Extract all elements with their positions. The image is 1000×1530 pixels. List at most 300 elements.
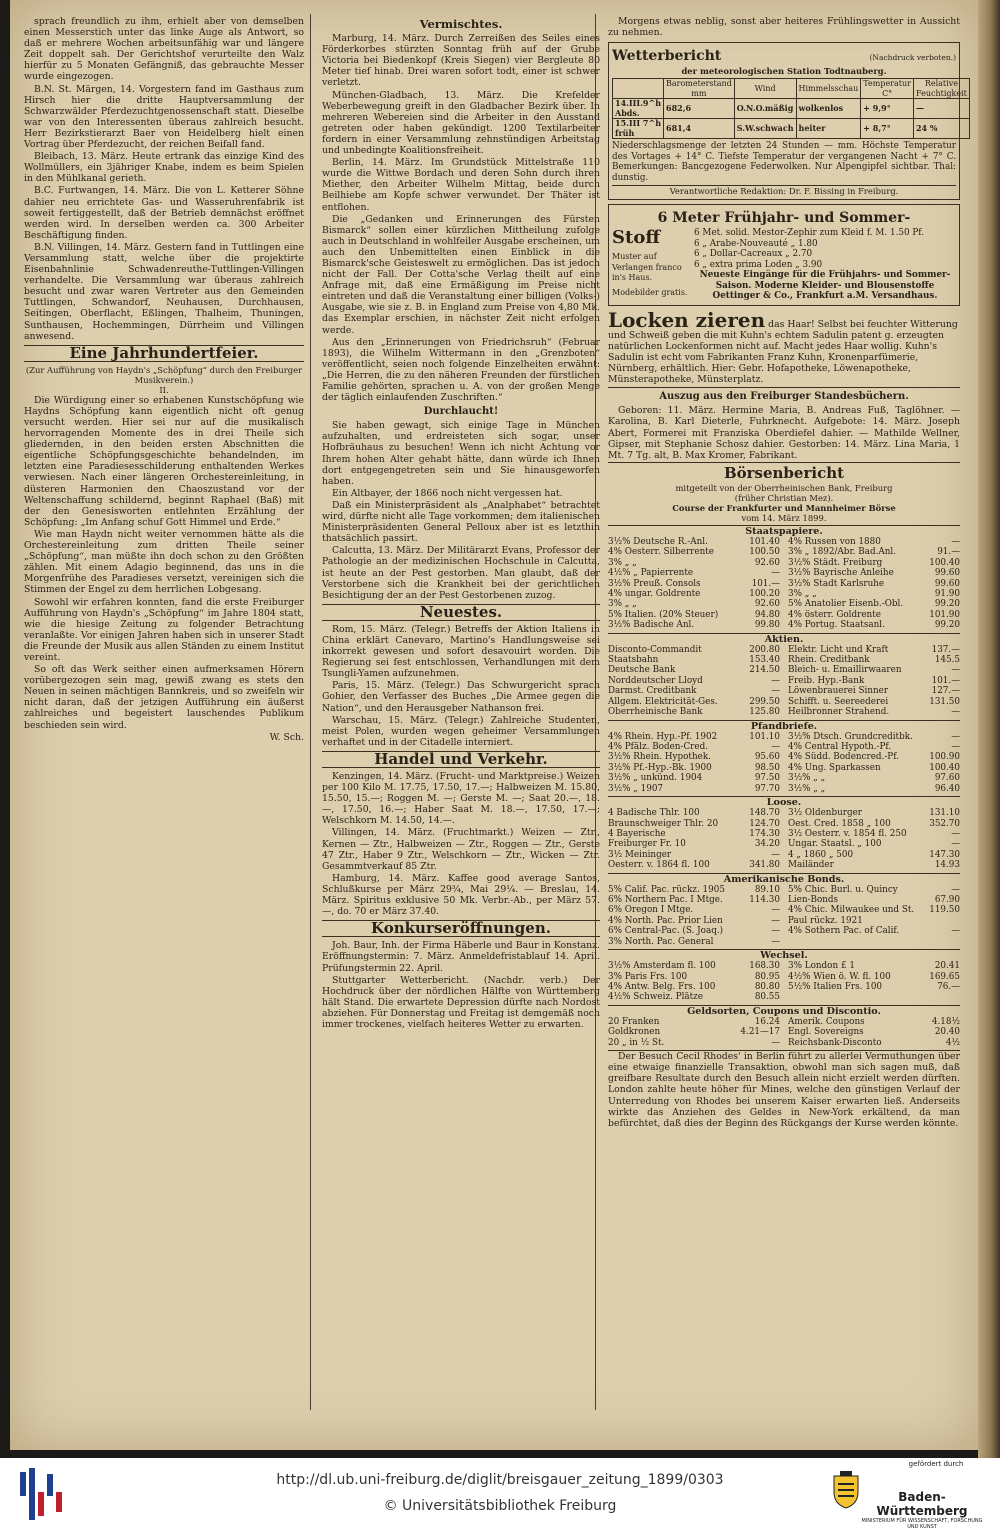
table-row xyxy=(608,839,780,849)
section-heading: Konkurseröffnungen. xyxy=(322,920,600,937)
table-row xyxy=(608,558,780,568)
security-price: 99.60 xyxy=(934,578,960,589)
weather-text: Niederschlagsmenge der letzten 24 Stunden — mm. Höchste Temperatur des Vortages + 14° C. Tiefste Temperatur der vergangenen Nacht + 7° C. Bemerkungen: Bancgezogene Federwolken. Nur Alpengipfel sichtbar. Thal: dunstig. xyxy=(612,141,956,183)
article-text: Marburg, 14. März. Durch Zerreißen des Seiles eines Förderkorbes stürzten Sonntag früh auf der Grube Victoria bei Biedenkopf (Kreis Siegen) vier Bergleute 80 Meter tief hinab. Drei waren sofort todt, einer ist schwer verletzt. xyxy=(322,33,600,89)
table-row xyxy=(608,916,780,926)
ad-foot: Modebilder gratis. xyxy=(612,287,688,297)
table-row xyxy=(608,992,780,1002)
table-section: Pfandbriefe. xyxy=(608,720,960,732)
security-name: 4% österr. Goldrente xyxy=(788,609,881,620)
table-row xyxy=(608,589,780,599)
funder-name: Baden-Württemberg xyxy=(876,1490,968,1518)
security-name: 3% London £ 1 xyxy=(788,961,855,972)
security-price: 131.10 xyxy=(929,808,960,819)
security-price: 127.— xyxy=(931,686,960,697)
table-row xyxy=(788,558,960,568)
article-text: Rom, 15. März. (Telegr.) Betreffs der Aktion Italiens in China erklärt Canevaro, Martino's Handlungsweise sei inkorrekt gewesen und sofort desavouirt worden. Die Regierung sei fest entschlossen, Verhandlungen mit dem Tsungli-Yamen aufzunehmen. xyxy=(322,623,600,680)
ad-firm: Oettinger & Co., Frankfurt a.M. Versandhaus. xyxy=(712,291,938,302)
security-price: 214.50 xyxy=(749,665,780,676)
table-row xyxy=(788,961,960,971)
security-name: 3½% Dtsch. Grundcreditbk. xyxy=(788,731,913,742)
table-row xyxy=(608,829,780,839)
editor-line: Verantwortliche Redaktion: Dr. F. Bissing in Freiburg. xyxy=(612,185,956,196)
table-row xyxy=(608,895,780,905)
table-row xyxy=(788,1017,960,1027)
security-name: 5½% Italien Frs. 100 xyxy=(788,982,883,992)
security-price: — xyxy=(951,536,960,547)
advertisement-fabric xyxy=(608,204,960,306)
ad-mid: Neueste Eingänge für die Frühjahrs- und Sommer-Saison. Moderne Kleider- und Blousenstoffe xyxy=(699,270,951,291)
weather-cell: Barometerstand mm xyxy=(664,79,735,99)
security-price: 100.40 xyxy=(929,557,960,568)
security-price: 67.90 xyxy=(934,895,960,906)
security-price: 91.— xyxy=(937,547,960,558)
security-name: Lien-Bonds xyxy=(788,895,839,906)
security-name: 3½% Deutsche R.-Anl. xyxy=(608,536,708,547)
weather-header-row xyxy=(613,79,970,99)
viewer-footer xyxy=(0,1458,1000,1528)
stock-table xyxy=(608,961,960,1003)
weather-cell: Himmelsschau xyxy=(796,79,861,99)
table-row xyxy=(788,537,960,547)
security-price: 145.5 xyxy=(934,655,960,666)
article-text: Hamburg, 14. März. Kaffee good average Santos, Schlußkurse per März 29¾, Mai 29¼. — Breslau, 14. März. Spiritus exklusive 50 Mk. Verbr.-Ab., per März 57.—, do. 70 er März 37.40. xyxy=(322,872,600,918)
security-name: 4% ungar. Goldrente xyxy=(608,588,701,599)
article-text: Bleibach, 13. März. Heute ertrank das einzige Kind des Wollmüllers, ein 3jähriger Knabe, indem es beim Spielen in den Mühlkanal gerieth. xyxy=(24,151,304,185)
civil-registry-text: Geboren: 11. März. Hermine Maria, B. Andreas Fuß, Taglöhner. — Karolina, B. Karl Dieterle, Fuhrknecht. Aufgebote: 14. März. Joseph Abert, Formerei mit Franziska Oberdiefel dahier. — Mathilde Wellner, Gipser, mit Stephanie Schosz dahier. Gestorben: 14. März. Lina Maria, 1 Mt. 7 Tg. alt, B. Max Kromer, Fabrikant. xyxy=(608,405,960,461)
advertisement-curls xyxy=(608,307,960,389)
article-text: Paris, 15. März. (Telegr.) Das Schwurgericht sprach Gohier, den Verfasser des Buches „Die Armee gegen die Nation“, und den Herausgeber Nathanson frei. xyxy=(322,680,600,714)
article-text: Sie haben gewagt, sich einige Tage in München aufzuhalten, und erdreisteten sich sogar, unser Hofbräuhaus zu besuchen! Wenn ich nicht Achtung vor Ihrem hohen Alter gehabt hätte, dann würde ich Ihnen dort entgegengetreten sein und Sie hinausgeworfen haben. xyxy=(322,420,600,487)
security-name: 4% Portug. Staatsanl. xyxy=(788,620,885,631)
letter-salutation: Durchlaucht! xyxy=(423,406,499,418)
newspaper-page xyxy=(10,0,978,1450)
weather-cell xyxy=(613,79,664,99)
table-row xyxy=(608,537,780,547)
table-row xyxy=(608,961,780,971)
table-row xyxy=(608,732,780,742)
security-name: Ungar. Staatsl. „ 100 xyxy=(788,839,882,850)
article-text: München-Gladbach, 13. März. Die Krefelder Weberbewegung greift in den Gladbacher Bezirk über. In mehreren Webereien sind die Arbeiter in den Ausstand getreten oder haben gekündigt. 1200 Textilarbeiter fordern in einer Versammlung zehnstündigen Arbeitstag und unbedingte Koalitionsfreiheit. xyxy=(322,89,600,157)
article-text: Ein Altbayer, der 1866 noch nicht vergessen hat. xyxy=(332,487,563,499)
security-name: 4% Chic. Milwaukee und St. Paul rückz. 1921 xyxy=(788,905,915,926)
stock-table xyxy=(608,645,960,718)
table-row xyxy=(788,599,960,609)
security-price: — xyxy=(951,731,960,742)
table-row xyxy=(608,645,780,655)
security-name: 3½ Oesterr. v. 1854 fl. 250 xyxy=(788,828,907,839)
security-price: 96.40 xyxy=(934,783,960,794)
table-row xyxy=(788,620,960,630)
security-price: — xyxy=(771,926,780,937)
table-section: Geldsorten, Coupons und Discontio. xyxy=(608,1005,960,1017)
article-text: Stuttgarter Wetterbericht. (Nachdr. verb.) Der Hochdruck über der nördlichen Hälfte von Württemberg hält Stand. Die erwartete Depression dürfte nach Nordost abziehen. Für Donnerstag und Freitag ist demgemäß noch immer trockenes, vielfach heiteres Wetter zu erwarten. xyxy=(322,974,600,1030)
weather-cell: O.N.O.mäßig xyxy=(734,99,796,119)
article-text: sprach freundlich zu ihm, erhielt aber von demselben einen Messerstich unter das linke Auge als Antwort, so daß er mehrere Wochen arbeitsunfähig war und längere Zeit doppelt sah. Der Gerichtshof verurteilte den Walz hierfür zu 5 Monaten Gefängniß, das gebrauchte Messer wurde eingezogen. xyxy=(24,16,304,83)
table-row xyxy=(608,707,780,717)
security-price: — xyxy=(951,742,960,752)
security-price: — xyxy=(771,905,780,916)
security-name: 4% Antw. Belg. Frs. 100 xyxy=(608,982,716,992)
ad-muster: Muster auf Verlangen franco in's Haus. xyxy=(612,252,682,283)
weather-cell: 682,6 xyxy=(664,99,735,119)
table-row xyxy=(788,905,960,926)
security-name: Staatsbahn xyxy=(608,655,659,666)
security-name: Bleich- u. Emaillirwaaren xyxy=(788,665,902,676)
article-text: B.N. St. Märgen, 14. Vorgestern fand im Gasthaus zum Hirsch hier die dritte Hauptversammlung der Schwarzwälder Pferdezuchtgenossenschaft statt. Dieselbe war von den Interessenten überaus zahlreich besucht. Herr Bezirkstierarzt Baer von Heidelberg hielt einen Vortrag über Pferdezucht, der reichen Beifall fand. xyxy=(24,83,304,151)
security-price: 97.60 xyxy=(934,773,960,784)
ad-line: 6 „ Dollar-Cacreaux „ 2.70 xyxy=(694,249,813,260)
article-text: Die Würdigung einer so erhabenen Kunstschöpfung wie Haydns Schöpfung kann eigentlich nicht oft genug versucht werden. Hier sei nur auf die musikalisch hervorragenden Momente des in drei Theile sich gliedernden, in den beiden ersten Abschnitten die eigentliche Schöpfungsgeschichte behandelnden, im letzten eine Paradiesesschilderung enthaltenden Werkes verwiesen. Nach einer längeren Orchestereinleitung, in düsteren Harmonien den Chaoszustand vor der Weltenschaffung schildernd, beginnt Raphael (Baß) mit der den Genesisworten entlehnten Erzählung der Schöpfung: „Im Anfang schuf Gott Himmel und Erde.“ xyxy=(24,394,304,528)
security-name: Heilbronner Strahend. xyxy=(788,707,890,718)
stock-table xyxy=(608,808,960,870)
security-name: Schifft. u. Seereederei xyxy=(788,696,889,707)
security-name: 3% „ 1892/Abr. Bad.Anl. xyxy=(788,547,897,558)
signature: W. Sch. xyxy=(269,731,304,743)
article-text: Berlin, 14. März. Im Grundstück Mittelstraße 110 wurde die Wittwe Bordach und deren Sohn durch ihren Miether, den Arbeiter Wilhelm Mittag, beide durch Beilhiebe am Kopfe schwer verwundet. Der Thäter ist entflohen. xyxy=(322,157,600,213)
section-heading: Eine Jahrhundertfeier. xyxy=(24,345,304,362)
security-price: 89.10 xyxy=(754,884,780,895)
table-row xyxy=(788,829,960,839)
security-name: 6% Central-Pac. (S. Joaq.) xyxy=(608,926,724,937)
security-price: — xyxy=(771,568,780,579)
table-row xyxy=(788,808,960,818)
security-price: 131.50 xyxy=(929,696,960,707)
article-text: Die „Gedanken und Erinnerungen des Fürsten Bismarck“ sollen einer kürzlichen Mittheilung zufolge auch in Deutschland in wohlfeiler Ausgabe erscheinen, um auch den Unbemittelten einen Einblick in die Bismarck'sche Geisteswelt zu ermöglichen. Das ist jedoch nicht der Fall. Der Cotta'sche Verlag theilt auf eine Anfrage mit, daß eine Ermäßigung im Preise nicht eintreten und daß die Veranstaltung einer billigen (Volks-) Ausgabe, wie sie z. B. in England zum Preise von 4,80 Mk. das Exemplar erschien, in nächster Zeit nicht erfolgen werde. xyxy=(322,213,600,336)
security-name: 3½% Rhein. Hypothek. xyxy=(608,752,711,763)
weather-report xyxy=(608,42,967,200)
table-row xyxy=(608,763,780,773)
article-text: Calcutta, 13. März. Der Militärarzt Evans, Professor der Pathologie an der medizinischen Hochschule in Calcutta, ist heute an der Pest gestorben. Man glaubt, daß der Verstorbene sich die Krankheit bei der gerichtlichen Besichtigung der an der Pest Gestorbenen zuzog. xyxy=(322,545,600,601)
security-price: 114.30 xyxy=(749,895,780,906)
security-price: — xyxy=(771,686,780,697)
security-name: 3½ Meininger xyxy=(608,849,672,860)
ad-line: 6 Met. solid. Mestor-Zephir zum Kleid f. M. 1.50 Pf. xyxy=(694,228,925,239)
table-row xyxy=(608,742,780,752)
security-name: 4% Oesterr. Silberrente xyxy=(608,547,714,558)
copyright-notice: © Universitätsbibliothek Freiburg xyxy=(383,1498,617,1514)
table-row xyxy=(608,1017,780,1027)
table-row xyxy=(788,610,960,620)
security-price: 20.40 xyxy=(934,1027,960,1038)
stock-table xyxy=(608,1017,960,1048)
security-price: 4.18½ xyxy=(931,1016,960,1027)
security-name: 3½% Stadt Karlsruhe xyxy=(788,578,885,589)
security-name: 3½% Bayrische Anleihe xyxy=(788,568,894,579)
table-row xyxy=(608,819,780,829)
ad-curls-title: Locken zieren xyxy=(608,307,766,332)
funder-label: gefördert durch xyxy=(908,1460,964,1468)
table-row xyxy=(608,1027,780,1037)
security-name: 4 „ 1860 „ 500 xyxy=(788,849,854,860)
security-name: 3½% „ „ xyxy=(788,773,826,784)
table-row xyxy=(788,819,960,829)
ad-line: 6 „ extra prima Loden „ 3.90 xyxy=(694,259,823,270)
security-price: 101.90 xyxy=(929,609,960,620)
security-price: 101.— xyxy=(931,675,960,686)
article-text: Wie man Haydn nicht weiter vernommen hätte als die Orchestereinleitung zum dritten Theile seiner „Schöpfung“, man müßte ihn doch schon zu den Größten zählen. Mit einem Adagio beginnend, das uns in die Morgenfrühe des Paradieses versetzt, vereinigen sich die Stimmen der Engel zu dem herrlichen Lobgesang. xyxy=(24,528,304,596)
ad-line: 6 „ Arabe-Nouveauté „ 1.80 xyxy=(694,238,818,249)
exchange-sub: mitgeteilt von der Oberrheinischen Bank, Freiburg xyxy=(675,482,893,493)
security-name: Mailänder xyxy=(788,860,834,871)
table-row xyxy=(788,742,960,752)
column-1 xyxy=(24,16,304,1410)
security-name: 3½% Amsterdam fl. 100 xyxy=(608,961,716,972)
coat-of-arms-icon xyxy=(826,1470,866,1510)
security-name: 3% „ „ xyxy=(608,557,637,568)
section-heading: Neuestes. xyxy=(322,604,600,621)
ad-title: 6 Meter Frühjahr- und Sommer- xyxy=(657,210,911,227)
weather-cell: 14.III.9^h Abds. xyxy=(613,99,664,119)
security-name: 4% North. Pac. Prior Lien xyxy=(608,915,723,926)
security-name: 3½% Badische Anl. xyxy=(608,620,695,631)
security-name: Löwenbrauerei Sinner xyxy=(788,686,889,697)
weather-table xyxy=(612,78,970,139)
security-name: 3½% Pf.-Hyp.-Bk. 1900 xyxy=(608,762,712,773)
weather-cell: 681,4 xyxy=(664,119,735,139)
security-price: 91.90 xyxy=(934,588,960,599)
security-name: 3½% „ „ xyxy=(788,783,826,794)
table-row xyxy=(788,707,960,717)
weather-cell: 24 % xyxy=(913,119,969,139)
funder-subtitle: MINISTERIUM FÜR WISSENSCHAFT, FORSCHUNG UND KUNST xyxy=(861,1518,983,1530)
security-name: 3½% „ 1907 xyxy=(608,783,664,794)
security-price: 125.80 xyxy=(749,707,780,718)
table-row xyxy=(608,808,780,818)
security-name: 6% Oregon I Mtge. xyxy=(608,905,694,916)
security-price: — xyxy=(771,1037,780,1048)
security-price: — xyxy=(951,707,960,718)
exchange-sub: Course der Frankfurter und Mannheimer Börse xyxy=(672,502,896,513)
table-row xyxy=(788,732,960,742)
security-name: Allgem. Elektricität-Ges. xyxy=(608,696,718,707)
table-row xyxy=(788,850,960,860)
table-row xyxy=(608,620,780,630)
security-price: 148.70 xyxy=(749,808,780,819)
section-number: II. xyxy=(159,384,169,395)
weather-cell: S.W.schwach xyxy=(734,119,796,139)
weather-cell: Wind xyxy=(734,79,796,99)
security-name: Oest. Cred. 1858 „ 100 xyxy=(788,818,891,829)
stock-table xyxy=(608,885,960,947)
security-price: 20.41 xyxy=(934,961,960,972)
article-text: Villingen, 14. März. (Fruchtmarkt.) Weizen — Ztr., Kernen — Ztr., Halbweizen — Ztr., Roggen — Ztr., Gerste 47 Ztr., Haber 9 Ztr., Welschkorn — Ztr., Wicken — Ztr. Gesammtverkauf 85 Ztr. xyxy=(322,827,600,872)
table-row xyxy=(788,972,960,982)
security-name: 5% Italien. (20% Steuer) xyxy=(608,609,719,620)
section-heading: Handel und Verkehr. xyxy=(322,751,600,768)
table-row xyxy=(608,697,780,707)
table-row xyxy=(608,784,780,794)
weather-cell: wolkenlos xyxy=(796,99,861,119)
table-row xyxy=(608,655,780,665)
security-price: 99.20 xyxy=(934,599,960,610)
table-row xyxy=(608,610,780,620)
security-price: 299.50 xyxy=(749,696,780,707)
security-name: Disconto-Commandit xyxy=(608,644,702,655)
article-text: Daß ein Ministerpräsident als „Analphabet“ betrachtet wird, dürfte nicht alle Tage vorkommen; dem italienischen Ministerpräsidenten General Pelloux aber ist es letzthin thatsächlich passirt. xyxy=(322,499,600,545)
table-row xyxy=(608,568,780,578)
section-heading: Vermischtes. xyxy=(419,17,503,31)
article-text: Kenzingen, 14. März. (Frucht- und Marktpreise.) Weizen per 100 Kilo M. 17.75, 17.50, 17.—; Halbweizen M. 15.80, 15.50, 15.—; Roggen M. —; Gerste M. —; Saat 20.—, 18.—, 17.50, 16.—; Haber Saat M. 18.—, 17.50, 17.—; Welschkorn M. 14.50, 14.—. xyxy=(322,771,600,827)
table-row xyxy=(788,547,960,557)
security-price: 101.40 xyxy=(749,536,780,547)
security-name: 4% Pfälz. Boden-Cred. xyxy=(608,742,709,752)
table-row xyxy=(788,686,960,696)
security-name: Freiburger Fr. 10 xyxy=(608,839,686,850)
security-price: 119.50 xyxy=(929,905,960,916)
security-price: 124.70 xyxy=(749,818,780,829)
stock-table xyxy=(608,732,960,794)
funder-logo xyxy=(816,1460,986,1530)
security-name: Amerik. Coupons xyxy=(788,1016,865,1027)
weather-title: Wetterbericht xyxy=(612,48,722,65)
table-row xyxy=(608,686,780,696)
exchange-date: vom 14. März 1899. xyxy=(741,512,827,523)
security-price: 100.20 xyxy=(749,588,780,599)
article-text: Aus den „Erinnerungen von Friedrichsruh“ (Februar 1893), die Wilhelm Wittermann in den „Grenzboten“ veröffentlicht, seien noch folgende Einzelheiten erwähnt: „Die Herren, die zu den näheren Freunden der fürstlichen Familie gehörten, sprachen u. A. von der großen Menge der täglich einlaufenden Zuschriften.“ xyxy=(322,336,600,404)
article-text: B.N. Villingen, 14. März. Gestern fand in Tuttlingen eine Versammlung statt, welche über die projektirte Eisenbahnlinie Schwadenreuthe-Tuttlingen-Villingen verhandelte. Die Versammlung war überaus zahlreich besucht und zwar waren Vertreter aus den Gemeinden Tuttlingen, Schwandorf, Neuhausen, Durchhausen, Seitingen, Oberflacht, Eßlingen, Thalheim, Thuningen, Sunthausen, Hochemmingen, Dürrheim und Villingen anwesend. xyxy=(24,241,304,342)
article-text: So oft das Werk seither einen aufmerksamen Hörern vorübergezogen sein mag, gewiß zwang es stets den Neuen in seinen mächtigen Bannkreis, und so zweifeln wir nicht daran, daß der jetzigen Aufführung ein äußerst zahlreiches und begeistert lauschendes Publikum beschieden sein wird. xyxy=(24,664,304,731)
weather-note: (Nachdruck verboten.) xyxy=(869,53,956,63)
security-name: Engl. Sovereigns xyxy=(788,1027,864,1038)
security-price: 168.30 xyxy=(749,961,780,972)
security-price: 137.— xyxy=(931,644,960,655)
table-section: Wechsel. xyxy=(608,949,960,961)
security-name: 4% Sothern Pac. of Calif. xyxy=(788,926,900,937)
security-name: 3½% Preuß. Consols xyxy=(608,578,701,589)
security-price: 341.80 xyxy=(749,860,780,871)
page-url-link[interactable]: http://dl.ub.uni-freiburg.de/diglit/breisgauer_zeitung_1899/0303 xyxy=(276,1472,724,1488)
section-subheading: (Zur Aufführung von Haydn's „Schöpfung“ durch den Freiburger Musikverein.) xyxy=(25,364,303,385)
weather-subtitle: der meteorologischen Station Todtnauberg. xyxy=(681,66,887,77)
security-price: 14.93 xyxy=(934,860,960,871)
article-text: Sowohl wir erfahren konnten, fand die erste Freiburger Aufführung von Haydn's „Schöpfung“ im Jahre 1804 statt, wie die hiesige Zeitung zu folgender Betrachtung veranlaßte. Vor einigen Jahren haben sich in unserer Stadt die Freunde der Musik aus allen Ständen zu einem Institut vereint. xyxy=(24,596,304,663)
civil-registry-heading: Auszug aus den Freiburger Standesbüchern. xyxy=(659,391,909,403)
table-row xyxy=(608,905,780,915)
weather-cell: 15.III 7^h früh xyxy=(613,119,664,139)
table-row xyxy=(788,839,960,849)
column-rule xyxy=(310,14,311,1410)
security-price: — xyxy=(771,675,780,686)
table-row xyxy=(608,982,780,992)
security-name: Goldkronen xyxy=(608,1027,661,1038)
security-price: — xyxy=(771,742,780,752)
table-row xyxy=(788,579,960,589)
article-text: Morgens etwas neblig, sonst aber heiteres Frühlingswetter in Aussicht zu nehmen. xyxy=(608,16,960,39)
column-3 xyxy=(608,16,967,1410)
table-row xyxy=(788,655,960,665)
article-text: Der Besuch Cecil Rhodes' in Berlin führt zu allerlei Vermuthungen über eine etwaige finanzielle Transaktion, obwohl man sich sagen muß, daß greifbare Resultate durch den Besuch allein nicht erzielt werden dürften. London zahlte heute höher für Mines, welche den günstigen Verlauf der Unterredung von Rhodes bei unserem Kaiser erwarten ließ. Anderseits wirkte das Anziehen des Geldes in New-York erkältend, da man befürchtet, daß dies der Beginn des Rückgangs der Kurse werden könnte. xyxy=(608,1051,960,1129)
security-price: — xyxy=(951,839,960,850)
ad-curls-text: das Haar! Selbst bei feuchter Witterung und Schweiß geben die mit Kuhn's echtem Sadulin patent g. erzeugten natürlichen Lockenformen nicht auf. Macht jedes Haar wollig. Kuhn's Sadulin ist echt vom Fabrikanten Franz Kuhn, Kronenparfümerie, Nürnberg, erhältlich. Hier: Gebr. Hofapotheke, Löwenapotheke, Münsterapotheke, Münsterplatz. xyxy=(608,318,958,386)
table-row xyxy=(608,937,780,947)
table-row xyxy=(608,972,780,982)
security-price: 153.40 xyxy=(749,655,780,666)
table-row xyxy=(788,773,960,783)
table-row xyxy=(788,784,960,794)
security-price: — xyxy=(771,915,780,926)
exchange-sub: (früher Christian Mez). xyxy=(734,492,834,503)
weather-cell: — xyxy=(913,99,969,119)
security-price: 80.95 xyxy=(754,971,780,982)
security-price: 100.50 xyxy=(749,547,780,558)
security-name: 4½% „ Papierrente xyxy=(608,568,694,579)
security-price: 80.80 xyxy=(754,982,780,992)
security-name: 3½% „ unkünd. 1904 xyxy=(608,773,703,784)
security-price: 94.80 xyxy=(754,609,780,620)
table-row xyxy=(608,850,780,860)
security-name: 4% Rhein. Hyp.-Pf. 1902 xyxy=(608,731,718,742)
weather-cell: + 8,7° xyxy=(861,119,914,139)
security-price: 147.30 xyxy=(929,849,960,860)
security-price: 95.60 xyxy=(754,752,780,763)
table-row xyxy=(608,599,780,609)
weather-cell: heiter xyxy=(796,119,861,139)
security-name: 5% Anatolier Eisenb.-Obl. xyxy=(788,599,904,610)
ad-stoff: Stoff xyxy=(612,227,661,249)
security-price: 174.30 xyxy=(749,828,780,839)
security-name: 3½% Städt. Freiburg xyxy=(788,557,883,568)
table-row xyxy=(788,645,960,655)
security-name: 4% Südd. Bodencred.-Pf. xyxy=(788,752,899,763)
table-section: Staatspapiere. xyxy=(608,525,960,537)
table-row xyxy=(608,860,780,870)
security-price: 352.70 xyxy=(929,818,960,829)
security-name: 3½ Oldenburger xyxy=(788,808,862,819)
weather-row xyxy=(613,119,970,139)
security-price: 80.55 xyxy=(754,992,780,1003)
security-price: 100.90 xyxy=(929,752,960,763)
security-price: 76.— xyxy=(937,982,960,992)
security-price: 4½ xyxy=(945,1037,960,1048)
security-price: 97.50 xyxy=(754,773,780,784)
table-section: Aktien. xyxy=(608,633,960,645)
security-name: Darmst. Creditbank xyxy=(608,686,697,697)
table-row xyxy=(788,697,960,707)
table-row xyxy=(788,1027,960,1037)
table-row xyxy=(608,665,780,675)
exchange-title: Börsenbericht xyxy=(608,462,960,483)
security-price: 101.10 xyxy=(749,731,780,742)
security-price: — xyxy=(951,665,960,676)
security-name: 3% „ „ xyxy=(788,588,817,599)
security-price: — xyxy=(951,926,960,937)
security-name: Rhein. Creditbank xyxy=(788,655,870,666)
table-row xyxy=(608,885,780,895)
security-price: 34.20 xyxy=(754,839,780,850)
security-name: 4 Badische Thlr. 100 xyxy=(608,808,700,819)
security-name: 4½% Schweiz. Plätze xyxy=(608,992,704,1003)
table-row xyxy=(608,579,780,589)
security-name: 20 „ in ½ St. xyxy=(608,1037,665,1048)
security-price: 92.60 xyxy=(754,557,780,568)
security-price: — xyxy=(771,936,780,947)
weather-cell: + 9,9° xyxy=(861,99,914,119)
article-text: Joh. Baur, Inh. der Firma Häberle und Baur in Konstanz. Eröffnungstermin: 7. März. Anmeldefristablauf 14. April. Prüfungstermin 22. April. xyxy=(322,940,600,974)
article-text: Warschau, 15. März. (Telegr.) Zahlreiche Studenten, meist Polen, wurden wegen geheimer Versammlungen verhaftet und in der Citadelle interniert. xyxy=(322,714,600,748)
security-name: 20 Franken xyxy=(608,1016,660,1027)
security-price: 98.50 xyxy=(754,762,780,773)
article-text: B.C. Furtwangen, 14. März. Die von L. Ketterer Söhne dahier neu errichtete Gas- und Wasseruhrenfabrik ist soweit fertiggestellt, daß der Betrieb demnächst eröffnet werden wird. In derselben werden ca. 300 Arbeiter Beschäftigung finden. xyxy=(24,185,304,241)
security-price: 99.20 xyxy=(934,620,960,631)
table-row xyxy=(788,665,960,675)
security-name: 3% North. Pac. General xyxy=(608,936,714,947)
table-row xyxy=(788,763,960,773)
table-row xyxy=(788,1038,960,1048)
security-price: 99.60 xyxy=(934,568,960,579)
table-row xyxy=(608,547,780,557)
weather-row xyxy=(613,99,970,119)
